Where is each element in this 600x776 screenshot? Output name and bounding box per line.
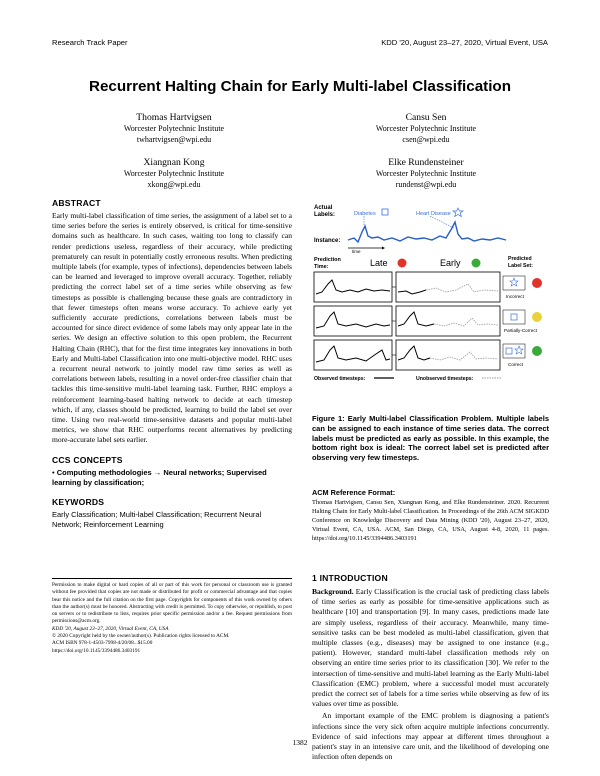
intro-p1 (312, 587, 549, 709)
incorrect-face-icon (532, 278, 542, 288)
fig-instance-label: Instance: (314, 238, 341, 244)
author-name: Cansu Sen (405, 112, 447, 123)
figure-row-1 (314, 272, 542, 302)
predicted-star-icon (515, 346, 523, 354)
fig-diabetes-label: Diabetes (354, 211, 376, 217)
author-name: Thomas Hartvigsen (136, 112, 212, 123)
early-clock-icon (472, 259, 481, 268)
author-affiliation: Worcester Polytechnic Institute (375, 169, 477, 178)
author-block (74, 112, 274, 145)
keywords-text: Early Classification; Multi-label Classification; Recurrent Neural Network; Reinforcement Learning (52, 510, 262, 530)
fig-actual-labels-l2: Labels: (314, 212, 336, 218)
author-name: Elke Rundensteiner (388, 157, 464, 168)
fig-prediction-time-l1: Prediction (314, 257, 341, 263)
acm-ref-heading: ACM Reference Format: (312, 488, 396, 497)
intro-lead: Background. (312, 587, 354, 596)
fig-correct-label: Correct (508, 362, 524, 367)
fig-unobserved-label: Unobserved timesteps: (416, 376, 474, 382)
fig-box-late-2 (314, 306, 392, 336)
running-header-right: KDD '20, August 23–27, 2020, Virtual Event, USA (381, 38, 548, 47)
permission-block (52, 578, 292, 655)
author-affiliation: Worcester Polytechnic Institute (123, 169, 225, 178)
heart-pointer (430, 216, 454, 228)
author-block (326, 112, 526, 145)
heart-star-icon (453, 208, 463, 217)
predicted-square-icon (506, 348, 512, 354)
abstract-text: Early multi-label classification of time series, the assignment of a label set to a time series before the series is entirely observed, is critical for time-sensitive domains such as healthcare. In such cases, waiting too long to classify can render predictions useless, regardless of their accuracy, while predicting prematurely can result in potentially costly erroneous results. When predicting multiple labels (for example, types of infections), dependencies between labels can be learned and leveraged to improve overall accuracy. Together, reliably predicting the correct label set of a time series while observing as few timesteps as possible is challenging because these goals are contradictory in that fewer timesteps often means worse accuracy. To achieve early yet sufficiently accurate predictions, correlations between labels must be accounted for since direct evidence of some labels may only appear late in the series. We design an effective solution to this open problem, the Recurrent Halting Chain (RHC), that for the first time integrates key innovations in both Early and Multi-label Classification into one multi-objective model. RHC uses a recurrent neural network to jointly model raw time series as well as correlations between labels, resulting in a novel order-free classifier chain that tackles this time-sensitive multi-label learning task. Further, RHC employs a reinforcement learning-based halting network to decide at each timestep which, if any, classes should be predicted, learning to build the label set over time. Using two real-world time-sensitive datasets and popular multi-label metrics, we show that RHC outperforms recent alternatives by predicting more-accurate label sets earlier. (52, 211, 292, 445)
author-affiliation: Worcester Polytechnic Institute (375, 124, 477, 133)
fig-predicted-l2: Label Set: (508, 263, 533, 269)
introduction-section (312, 573, 549, 762)
late-clock-icon (398, 259, 407, 268)
author-email: xkong@wpi.edu (147, 179, 201, 189)
intro-heading: 1 INTRODUCTION (312, 573, 388, 583)
fig-box-early-2 (396, 306, 500, 336)
fig-box-early-1 (396, 272, 500, 302)
running-header-left: Research Track Paper (52, 38, 128, 47)
fig-time-label: time (352, 249, 361, 254)
ccs-bold: Computing methodologies → Neural networks; Supervised learning by classification; (52, 467, 267, 487)
fig-observed-label: Observed timesteps: (314, 376, 366, 382)
abstract-heading: ABSTRACT (52, 198, 101, 208)
correct-face-icon (532, 346, 542, 356)
fig-predicted-l1: Predicted (508, 256, 532, 262)
permission-doi: https://doi.org/10.1145/3394486.3403191 (52, 647, 141, 654)
predicted-square-icon (511, 314, 517, 320)
permission-copyright: © 2020 Copyright held by the owner/author(s). Publication rights licensed to ACM. (52, 633, 230, 640)
fig-early-label: Early (440, 258, 461, 268)
author-affiliation: Worcester Polytechnic Institute (123, 124, 225, 133)
paper-title: Recurrent Halting Chain for Early Multi-label Classification (89, 78, 511, 95)
acm-ref-text: Thomas Hartvigsen, Cansu Sen, Xiangnan Kong, and Elke Rundensteiner. 2020. Recurrent Halting Chain for Early Multi-label Classification. In Proceedings of the 26th ACM SIGKDD Conference on Knowledge Discovery and Data Mining (KDD '20), August 23–27, 2020, Virtual Event, CA, USA. ACM, San Diego, CA, USA, August 4-8, 2020, 11 pages. https://doi.org/10.1145/3394486.3403191 (312, 499, 549, 542)
author-block (326, 157, 526, 190)
fig-incorrect-label: Incorrect (506, 294, 524, 299)
page-number: 1382 (292, 738, 308, 747)
fig-partial-label: Partially-Correct (504, 328, 537, 333)
author-block (74, 157, 274, 190)
figure-row-3 (314, 340, 542, 370)
fig-box-early-3 (396, 340, 500, 370)
time-arrow-icon (382, 247, 385, 250)
keywords-heading: KEYWORDS (52, 497, 105, 508)
figure-caption: Figure 1: Early Multi-label Classification Problem. Multiple labels can be assigned to each instance of time series data. The correct labels must be predicted as early as possible. In this example, the bottom right box is ideal: The correct label set is predicted after observing very few timesteps. (312, 414, 549, 463)
figure-row-2 (314, 306, 542, 336)
figure-1 (312, 198, 549, 416)
author-email: twhartvigsen@wpi.edu (136, 134, 212, 144)
author-email: csen@wpi.edu (402, 134, 450, 144)
fig-prediction-time-l2: Time: (314, 264, 329, 270)
partial-face-icon (532, 312, 542, 322)
fig-actual-labels-l1: Actual (314, 205, 333, 211)
diabetes-square-icon (382, 209, 388, 215)
fig-late-label: Late (370, 258, 388, 268)
instance-series (348, 222, 506, 242)
fig-heart-label: Heart Disease (416, 211, 451, 217)
fig-box-late-3 (314, 340, 392, 370)
intro-p2: An important example of the EMC problem is diagnosing a patient's infections since the very sick often acquire multiple infections concurrently. Evidence of said infections may appear at different times throughout a patient's stay in an intensive care unit, and the likelihood of developing one infection often depends on (312, 711, 549, 762)
predicted-star-icon (510, 278, 518, 286)
intro-p1-text: Early Classification is the crucial task of predicting class labels of time series as early as possible for time-sensitive applications such as healthcare [10] and transportation [9]. In many cases, predictions made late are simply useless, regardless of their accuracy. Meanwhile, many time-sensitive tasks can be best modeled as multi-label classification, given that multiple classes (e.g., diseases) may be assigned to one instance (e.g., patient). However, standard multi-label classification methods rely on observing an entire time series prior to its classification [30]. We refer to the intersection of time-sensitive and multi-label learning as the Early Multi-label Classification (EMC) problem, where a successful model must accurately predict the correct set of labels for a time series while observing as few of its values over time as possible. (312, 587, 550, 709)
permission-isbn: ACM ISBN 978-1-4503-7998-4/20/08...$15.00 (52, 640, 153, 647)
ccs-concepts (52, 468, 292, 488)
permission-venue: KDD '20, August 23–27, 2020, Virtual Event, CA, USA (52, 625, 169, 632)
ccs-heading: CCS CONCEPTS (52, 454, 123, 465)
permission-text: Permission to make digital or hard copies of all or part of this work for personal or classroom use is granted without fee provided that copies are not made or distributed for profit or commercial advantage and that copies bear this notice and the full citation on the first page. Copyrights for components of this work owned by others than the author(s) must be honored. Abstracting with credit is permitted. To copy otherwise, or republish, to post on servers or to redistribute to lists, requires prior specific permission and/or a fee. Request permissions from permissions@acm.org. (52, 582, 292, 625)
left-column (52, 198, 292, 530)
ccs-bullet: • (52, 467, 55, 477)
acm-reference (312, 488, 549, 544)
author-email: rundenst@wpi.edu (395, 179, 457, 189)
predicted-set-partial (503, 310, 525, 324)
author-name: Xiangnan Kong (143, 157, 205, 168)
